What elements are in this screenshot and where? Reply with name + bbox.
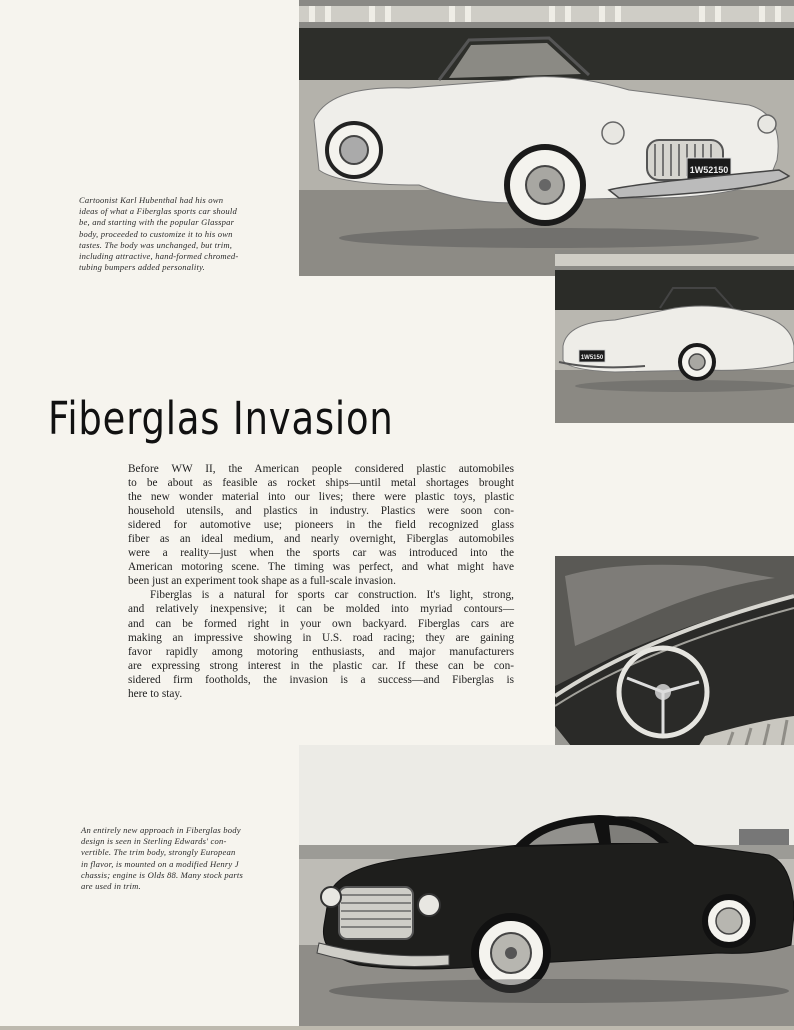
article-line: to be about as feasible as rocket ships—until metal shortages brought bbox=[128, 477, 514, 490]
caption-bottom-line: design is seen in Sterling Edwards' con- bbox=[81, 836, 227, 847]
photo-white-roadster-rear bbox=[555, 250, 794, 423]
article-line: American motoring scene. The timing was perfect, and what might have bbox=[128, 561, 514, 574]
caption-top-line: be, and starting with the popular Glasspar bbox=[79, 217, 235, 228]
front-license-plate: 1W52150 bbox=[689, 165, 729, 175]
caption-bottom-line: vertible. The trim body, strongly European bbox=[81, 847, 236, 858]
caption-top-line: tastes. The body was unchanged, but trim, bbox=[79, 239, 233, 250]
article-line: and relatively inexpensive; it can be molded into myriad contours— bbox=[128, 603, 514, 616]
article-body bbox=[128, 462, 514, 701]
article-line: sidered firm footholds, the invasion is a success—and Fiberglas is bbox=[128, 673, 514, 686]
convertible-image bbox=[299, 745, 794, 1030]
rear-license-plate: 1W5150 bbox=[580, 355, 604, 361]
caption-top-line: Cartoonist Karl Hubenthal had his own bbox=[79, 195, 224, 205]
roadster-rear-image bbox=[555, 250, 794, 423]
article-line: and can be formed right in your own backyard. Fiberglas cars are bbox=[128, 617, 514, 630]
article-line: sidered for automotive use; pioneers in the field recognized glass bbox=[128, 519, 514, 532]
caption-bottom-line: An entirely new approach in Fiberglas body bbox=[81, 825, 241, 835]
caption-bottom-line: in flavor, is mounted on a modified Henry J bbox=[81, 858, 239, 869]
page-bottom-edge bbox=[0, 1026, 794, 1030]
article-line: fiber as an ideal medium, and nearly overnight, Fiberglas automobiles bbox=[128, 533, 514, 546]
article-line: the new wonder material into our lives; there were plastic toys, plastic bbox=[128, 491, 514, 504]
caption-bottom-line: chassis; engine is Olds 88. Many stock parts bbox=[81, 869, 244, 880]
caption-top-line: including attractive, hand-formed chromed- bbox=[79, 251, 239, 262]
caption-bottom-line: are used in trim. bbox=[81, 881, 141, 892]
article-headline: Fiberglas Invasion bbox=[48, 392, 394, 445]
photo-dark-convertible bbox=[299, 745, 794, 1030]
caption-top-line: body, proceeded to customize it to his own bbox=[79, 228, 233, 239]
roadster-front-image bbox=[299, 0, 794, 276]
caption-bottom bbox=[81, 825, 243, 892]
article-line: Before WW II, the American people considered plastic automobiles bbox=[128, 463, 514, 475]
article-line: household utensils, and plastics in industry. Plastics were soon con- bbox=[128, 505, 514, 518]
article-line: making an impressive showing in U.S. road racing; they are gaining bbox=[128, 631, 514, 644]
article-line: are expressing strong interest in the plastic car. If these can be con- bbox=[128, 659, 514, 672]
caption-top-line: tubing bumpers added personality. bbox=[79, 262, 205, 273]
caption-top-line: ideas of what a Fiberglas sports car should bbox=[79, 206, 237, 217]
article-line: here to stay. bbox=[128, 687, 183, 700]
photo-white-roadster-front bbox=[299, 0, 794, 276]
article-line: been just an experiment took shape as a full-scale invasion. bbox=[128, 575, 396, 588]
article-line: Fiberglas is a natural for sports car construction. It's light, strong, bbox=[150, 589, 514, 602]
caption-top bbox=[79, 195, 238, 273]
article-line: favor rapidly among motoring enthusiasts, and major manufacturers bbox=[128, 645, 514, 658]
article-line: were a reality—just when the sports car was introduced into the bbox=[128, 547, 514, 560]
